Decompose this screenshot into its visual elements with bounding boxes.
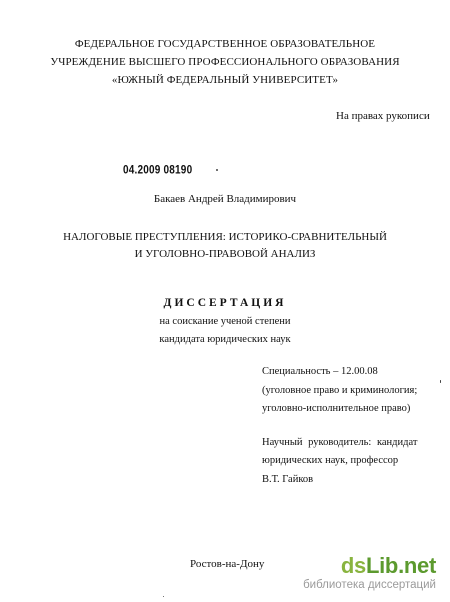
header-line-2: УЧРЕЖДЕНИЕ ВЫСШЕГО ПРОФЕССИОНАЛЬНОГО ОБРАЗОВАНИЯ	[50, 56, 400, 68]
watermark	[303, 555, 436, 592]
watermark-logo-lib: Lib.net	[365, 553, 436, 578]
specialty-line-2: (уголовное право и криминология;	[262, 385, 418, 396]
work-type: ДИССЕРТАЦИЯ	[163, 297, 287, 309]
watermark-logo-ds: ds	[340, 553, 366, 578]
supervisor-line-3: В.Т. Гайков	[262, 474, 314, 485]
header-line-1: ФЕДЕРАЛЬНОЕ ГОСУДАРСТВЕННОЕ ОБРАЗОВАТЕЛЬНОЕ	[74, 38, 376, 50]
supervisor-line-1: Научный руководитель: кандидат	[262, 437, 418, 448]
watermark-logo	[303, 555, 436, 577]
city: Ростов-на-Дону	[190, 558, 265, 570]
watermark-subtitle: библиотека диссертаций	[303, 579, 436, 591]
supervisor-line-2: юридических наук, профессор	[262, 455, 399, 466]
degree-line-1: на соискание ученой степени	[159, 316, 291, 327]
specialty-line-3: уголовно-исполнительное право)	[262, 403, 411, 414]
title-line-1: НАЛОГОВЫЕ ПРЕСТУПЛЕНИЯ: ИСТОРИКО-СРАВНИТЕЛЬНЫЙ	[63, 231, 387, 243]
archive-stamp: 04.2009 08190	[123, 164, 193, 177]
degree-line-2: кандидата юридических наук	[159, 334, 291, 345]
author-name: Бакаев Андрей Владимирович	[153, 193, 297, 205]
rights-note: На правах рукописи	[336, 110, 430, 122]
ink-speck	[163, 596, 164, 597]
ink-speck	[440, 380, 441, 383]
header-line-3: «ЮЖНЫЙ ФЕДЕРАЛЬНЫЙ УНИВЕРСИТЕТ»	[111, 74, 339, 86]
ink-speck	[216, 169, 218, 171]
specialty-line-1: Специальность – 12.00.08	[262, 366, 378, 377]
title-line-2: И УГОЛОВНО-ПРАВОВОЙ АНАЛИЗ	[134, 248, 316, 260]
